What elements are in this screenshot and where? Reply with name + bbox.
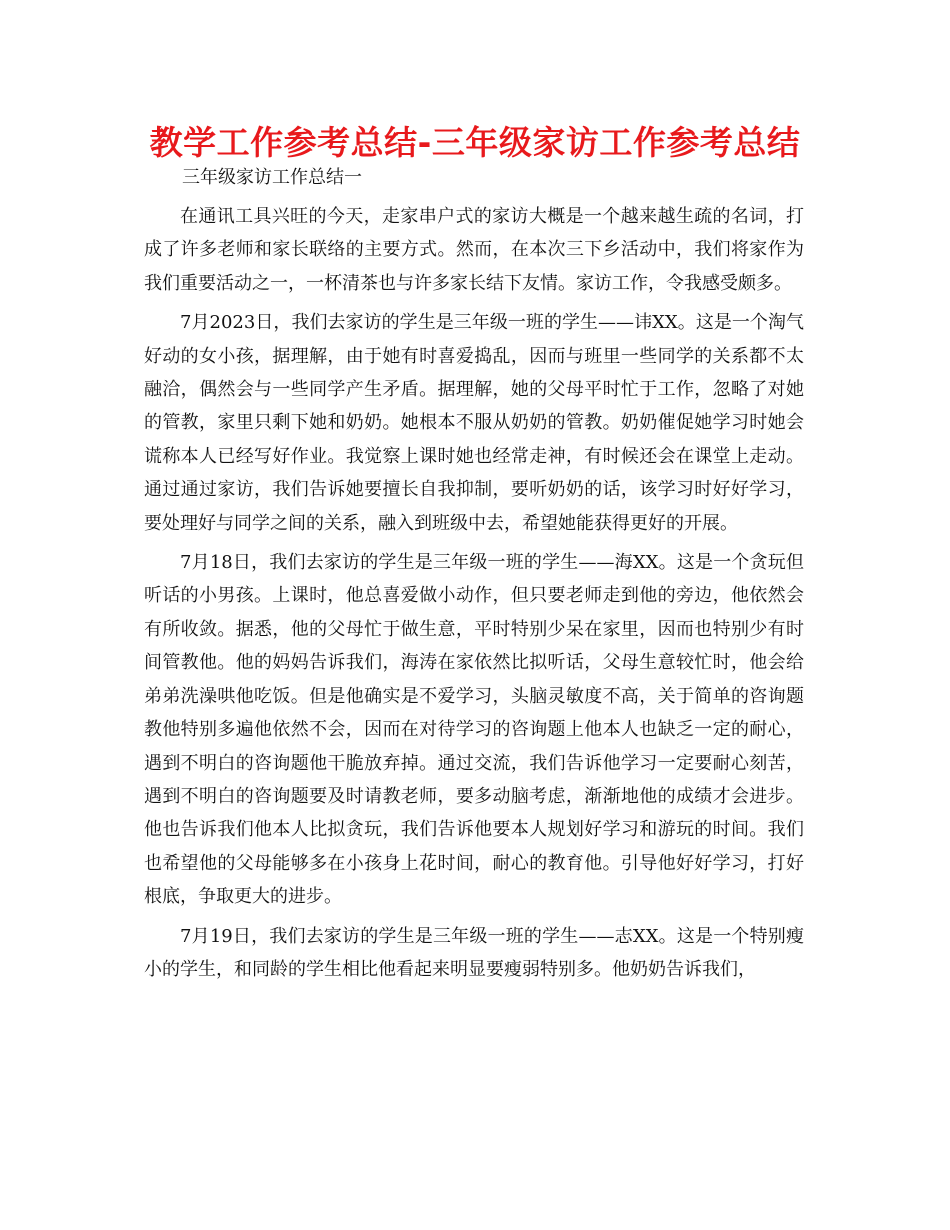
paragraph-visit-1: 7月2023日，我们去家访的学生是三年级一班的学生——讳XX。这是一个淘气好动的女小孩，据理解，由于她有时喜爱捣乱，因而与班里一些同学的关系都不太融洽，偶然会与一些同学产生矛盾。据理解，她的父母平时忙于工作，忽略了对她的管教，家里只剩下她和奶奶。她根本不服从奶奶的管教。奶奶催促她学习时她会谎称本人已经写好作业。我觉察上课时她也经常走神，有时候还会在课堂上走动。通过通过家访，我们告诉她要擅长自我抑制，要听奶奶的话，该学习时好好学习，要处理好与同学之间的关系，融入到班级中去，希望她能获得更好的开展。 [144,312,804,534]
document-body [144,200,804,992]
paragraph-visit-3: 7月19日，我们去家访的学生是三年级一班的学生——志XX。这是一个特别瘦小的学生，和同龄的学生相比他看起来明显要瘦弱特别多。他奶奶告诉我们， [144,925,804,980]
paragraph-intro: 在通讯工具兴旺的今天，走家串户式的家访大概是一个越来越生疏的名词，打成了许多老师和家长联络的主要方式。然而，在本次三下乡活动中，我们将家作为我们重要活动之一，一杯清茶也与许多家长结下友情。家访工作，令我感受颇多。 [144,206,804,294]
document-subtitle: 三年级家访工作总结一 [182,167,362,188]
paragraph-visit-2: 7月18日，我们去家访的学生是三年级一班的学生——海XX。这是一个贪玩但听话的小男孩。上课时，他总喜爱做小动作，但只要老师走到他的旁边，他依然会有所收敛。据悉，他的父母忙于做生意，平时特别少呆在家里，因而也特别少有时间管教他。他的妈妈告诉我们，海涛在家依然比拟听话，父母生意较忙时，他会给弟弟洗澡哄他吃饭。但是他确实是不爱学习，头脑灵敏度不高，关于简单的咨询题教他特别多遍他依然不会，因而在对待学习的咨询题上他本人也缺乏一定的耐心，遇到不明白的咨询题他干脆放弃掉。通过交流，我们告诉他学习一定要耐心刻苦，遇到不明白的咨询题要及时请教老师，要多动脑考虑，渐渐地他的成绩才会进步。他也告诉我们他本人比拟贪玩，我们告诉他要本人规划好学习和游玩的时间。我们也希望他的父母能够多在小孩身上花时间，耐心的教育他。引导他好好学习，打好根底，争取更大的进步。 [144,552,804,908]
document-title: 教学工作参考总结-三年级家访工作参考总结 [149,123,801,162]
